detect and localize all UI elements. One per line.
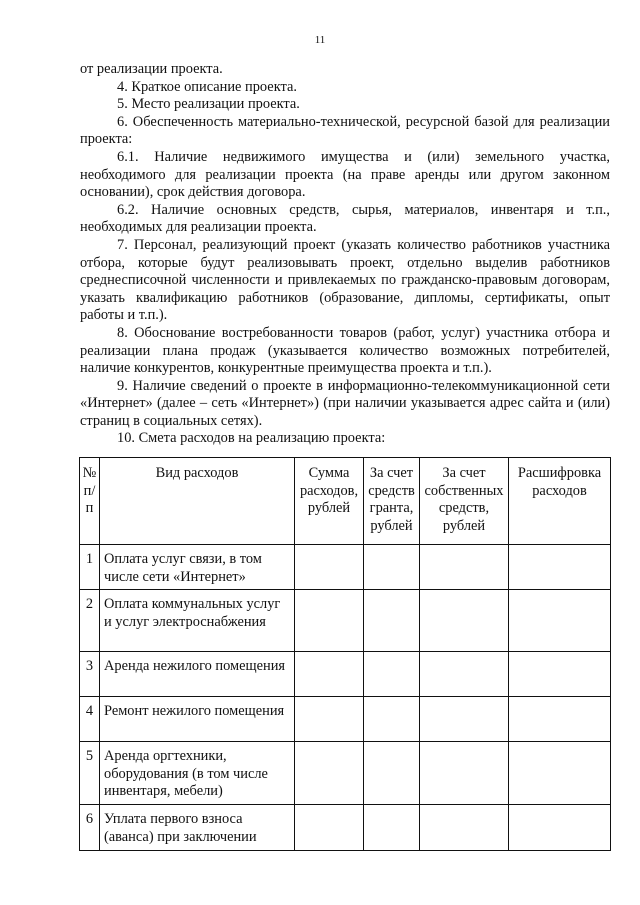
cell-total-amount[interactable] [295,590,364,652]
table-row [80,545,611,590]
table-row [80,590,611,652]
cell-grant-funds[interactable] [364,652,420,697]
cell-own-funds[interactable] [420,590,509,652]
row-number: 6 [80,804,100,850]
paragraph-item-6: 6. Обеспеченность материально-технической, ресурсной базой для реализации проекта: [80,113,610,148]
paragraph-item-4: 4. Краткое описание проекта. [117,78,297,95]
cell-total-amount[interactable] [295,742,364,805]
paragraph-item-10: 10. Смета расходов на реализацию проекта: [117,430,386,447]
row-number: 1 [80,545,100,590]
cell-grant-funds[interactable] [364,804,420,850]
row-number: 5 [80,742,100,805]
cell-total-amount[interactable] [295,545,364,590]
paragraph-item-6-2: 6.2. Наличие основных средств, сырья, материалов, инвентаря и т.п., необходимых для реализации проекта. [80,201,610,236]
cell-grant-funds[interactable] [364,590,420,652]
cell-own-funds[interactable] [420,742,509,805]
row-expense-name: Оплата коммунальных услуг и услуг электроснабжения [100,590,295,652]
header-total-amount: Сумма расходов, рублей [295,458,364,545]
paragraph-item-6-1: 6.1. Наличие недвижимого имущества и (или) земельного участка, необходимого для реализации проекта (на праве аренды или другом законном основании), срок действия договора. [80,148,610,201]
row-expense-name: Аренда оргтехники, оборудования (в том числе инвентаря, мебели) [100,742,295,805]
row-number: 3 [80,652,100,697]
row-number: 2 [80,590,100,652]
row-number: 4 [80,697,100,742]
cell-breakdown[interactable] [509,804,611,850]
cell-total-amount[interactable] [295,652,364,697]
table-row [80,804,611,850]
paragraph-item-9: 9. Наличие сведений о проекте в информационно-телекоммуникационной сети «Интернет» (далее – сеть «Интернет») (при наличии указывается адрес сайта и (или) страниц в социальных сетях). [80,377,610,429]
cell-own-funds[interactable] [420,697,509,742]
cell-own-funds[interactable] [420,804,509,850]
row-expense-name: Оплата услуг связи, в том числе сети «Интернет» [100,545,295,590]
header-expense-type: Вид расходов [100,458,295,545]
cell-grant-funds[interactable] [364,697,420,742]
paragraph-continuation: от реализации проекта. [80,61,223,77]
cell-breakdown[interactable] [509,590,611,652]
page-number: 11 [314,34,326,46]
paragraph-item-8: 8. Обоснование востребованности товаров (работ, услуг) участника отбора и реализации плана продаж (указывается количество возможных потребителей, наличие конкурентов, конкурентные преимущества проекта и т.п.). [80,324,610,377]
cell-breakdown[interactable] [509,697,611,742]
header-grant-funds: За счет средств гранта, рублей [364,458,420,545]
cell-own-funds[interactable] [420,545,509,590]
row-expense-name: Аренда нежилого помещения [100,652,295,697]
paragraph-item-7: 7. Персонал, реализующий проект (указать количество работников участника отбора, которые будут реализовывать проект, отдельно выделив работников среднесписочной численности и привлекаемых по гражданско-правовым договорам, указать квалификацию работников (образование, дипломы, сертификаты, опыт работы и т.п.). [80,236,610,324]
cell-breakdown[interactable] [509,742,611,805]
cell-breakdown[interactable] [509,545,611,590]
table-row [80,652,611,697]
row-expense-name: Ремонт нежилого помещения [100,697,295,742]
budget-table [79,457,611,851]
cell-grant-funds[interactable] [364,545,420,590]
table-row [80,742,611,805]
paragraph-item-5: 5. Место реализации проекта. [117,96,300,113]
row-expense-name: Уплата первого взноса (аванса) при заключении [100,804,295,850]
document-body [80,61,610,448]
header-own-funds: За счет собственных средств, рублей [420,458,509,545]
cell-total-amount[interactable] [295,697,364,742]
cell-breakdown[interactable] [509,652,611,697]
header-breakdown: Расшифровка расходов [509,458,611,545]
cell-grant-funds[interactable] [364,742,420,805]
table-row [80,697,611,742]
cell-total-amount[interactable] [295,804,364,850]
cell-own-funds[interactable] [420,652,509,697]
header-number: № п/п [80,458,100,545]
table-header-row [80,458,611,545]
